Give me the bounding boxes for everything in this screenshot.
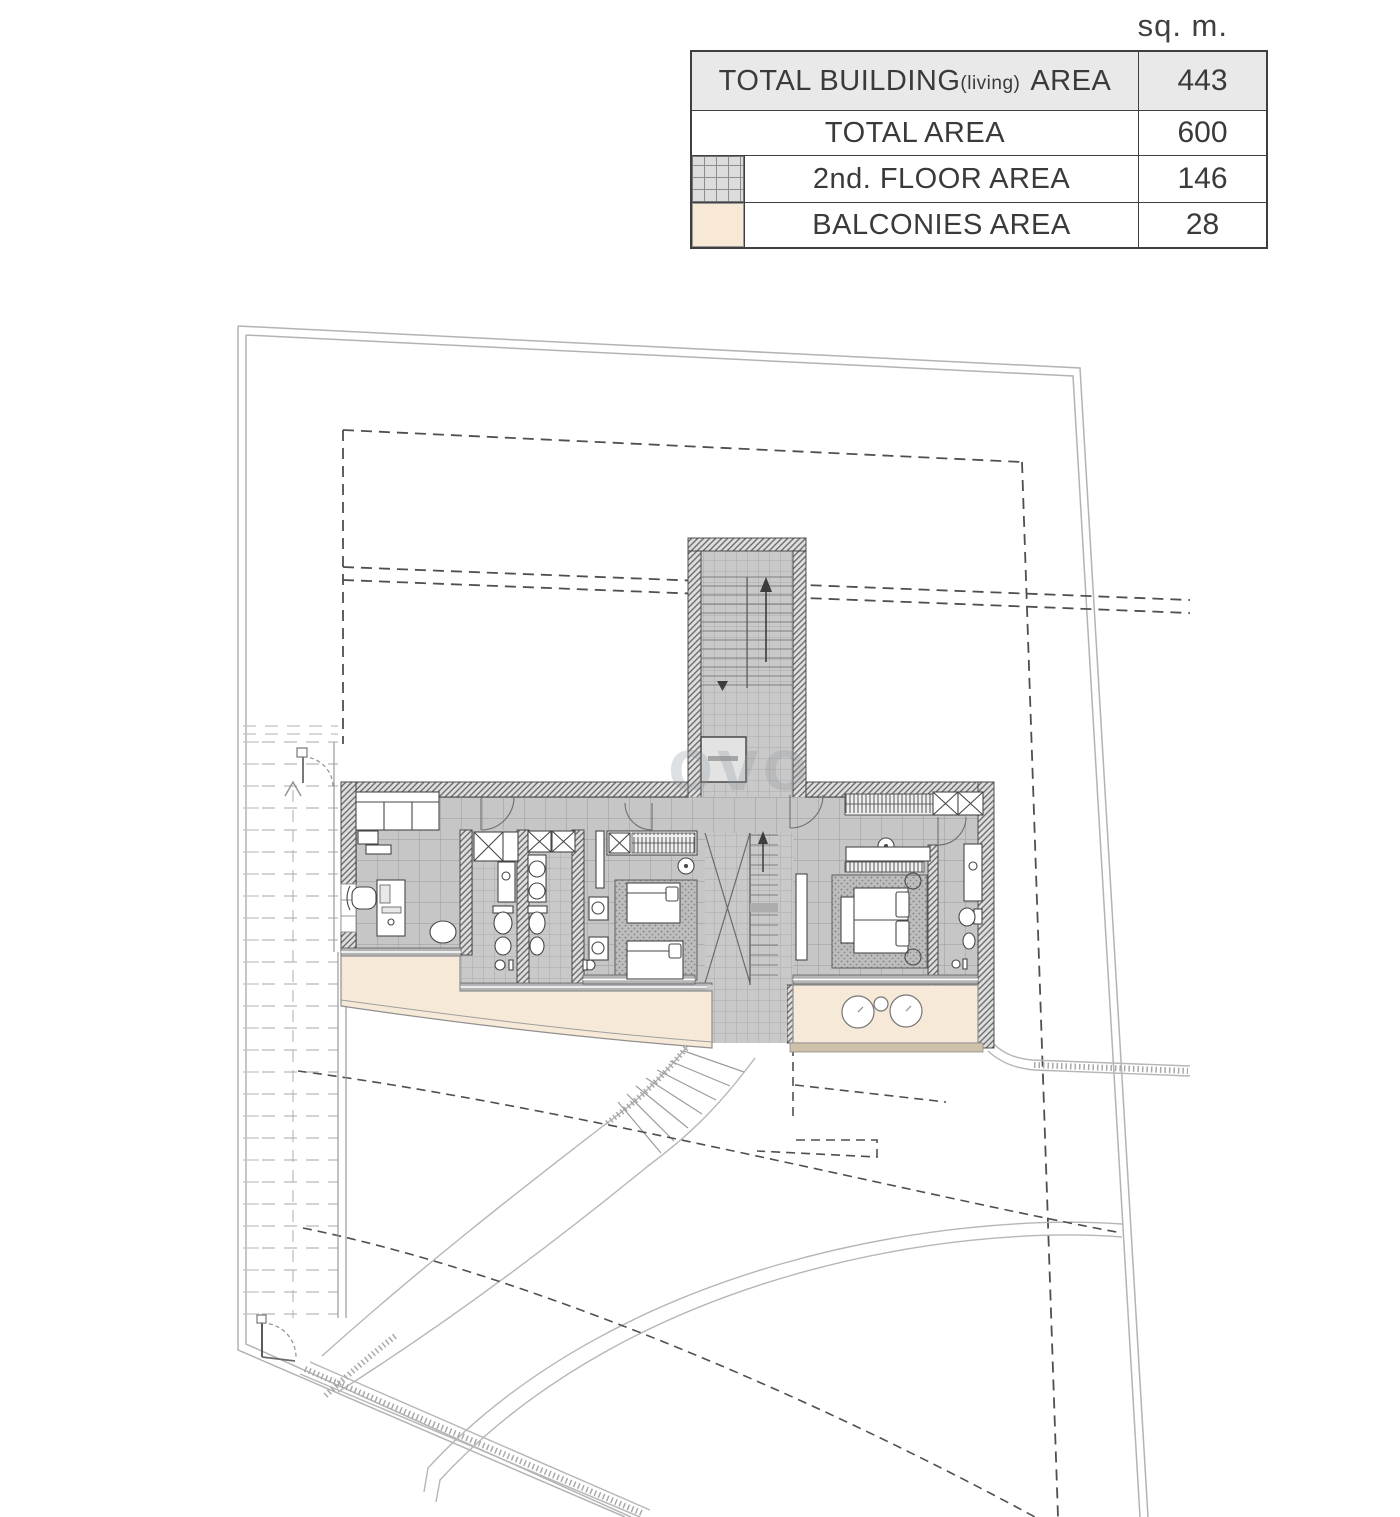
walkway-rail-outer [322, 1043, 690, 1356]
master-toilet [959, 908, 982, 926]
balcony-right-edge-band [790, 1043, 983, 1052]
row-label: TOTAL AREA [824, 116, 1006, 149]
tower-wall-top [688, 538, 806, 551]
row-label: BALCONIES AREA [812, 208, 1071, 241]
nightstand-2 [589, 937, 608, 960]
balcony-dashed-steps [757, 1140, 877, 1157]
label-tail: AREA [1030, 64, 1112, 97]
garden-gate-door [257, 1315, 296, 1361]
row-label [692, 52, 1138, 110]
bath2-bidet [530, 937, 544, 955]
bath1-fixture [495, 960, 513, 970]
wall-bath1-bath2 [517, 830, 529, 990]
master-hanger-row [845, 862, 924, 872]
dressing-strip [596, 831, 604, 888]
bath2-shower [528, 831, 575, 852]
nightstand-1 [589, 897, 608, 920]
master-bed [854, 888, 909, 953]
master-wardrobe [845, 792, 983, 815]
label-sub: (living) [960, 73, 1021, 94]
table-row-total-building [692, 52, 1266, 110]
stair-top-door [297, 748, 333, 787]
walkway-hatch-band-4 [1034, 1065, 1188, 1071]
bedroom1-bed-1 [627, 883, 680, 923]
units-label: sq. m. [1137, 8, 1228, 43]
garden-arc-1 [424, 1222, 1122, 1492]
master-dresser [796, 874, 807, 960]
setback-top-edge [343, 430, 1022, 462]
bath1-vanity [498, 862, 515, 902]
stair-landing [750, 903, 778, 912]
area-table [690, 8, 1268, 249]
stair-top-landing-lines [243, 726, 338, 734]
floor-area-swatch [692, 156, 745, 202]
row-value: 28 [1138, 203, 1266, 247]
stair-treads [262, 742, 338, 1314]
east-walkway-edge-1 [988, 1038, 1190, 1066]
bedroom1-ceiling-fan [678, 858, 694, 874]
balcony-area-swatch [692, 203, 745, 247]
master-vanity [964, 844, 982, 901]
row-label: 2nd. FLOOR AREA [812, 162, 1071, 195]
wall-office-bath [460, 830, 472, 955]
office-pouf [430, 921, 456, 943]
walkway-hatch-band-3 [305, 1369, 644, 1514]
planter-small [874, 997, 888, 1011]
terrain-dashed-upper [298, 1071, 1122, 1233]
stairwell-fine-tiles [705, 833, 793, 985]
bedroom1-wardrobe [607, 831, 697, 855]
master-bench [841, 897, 855, 943]
east-walkway-edge-2 [988, 1051, 1190, 1076]
bath2-fixture [583, 960, 595, 970]
left-terrace-stairs [243, 726, 346, 1361]
wall-bath2-bedroom [572, 830, 584, 990]
row-value: 146 [1138, 156, 1266, 202]
area-table-grid [690, 50, 1268, 249]
master-shelf [846, 847, 930, 861]
bedroom1-bed-2 [627, 941, 683, 979]
bath1-shower [474, 832, 518, 861]
wall-master-bath [928, 845, 938, 985]
table-row-2nd-floor [692, 155, 1266, 202]
row-value: 600 [1138, 111, 1266, 155]
walkway-diagonal-edge-1 [300, 1374, 640, 1517]
master-bidet [963, 933, 975, 949]
balcony-right [793, 985, 978, 1043]
watermark-text: ovo [668, 723, 812, 806]
row-value: 443 [1138, 52, 1266, 110]
bath1-bidet [495, 937, 511, 955]
table-row-balconies [692, 202, 1266, 247]
bath1-toilet [493, 906, 513, 934]
stairwell-exit-floor [707, 985, 787, 1043]
office-desk [377, 880, 405, 936]
label-main: TOTAL BUILDING [718, 64, 961, 97]
table-row-total-area [692, 110, 1266, 155]
walkway-hatch-band-2 [325, 1336, 395, 1396]
walkway-diagonal-edge-2 [310, 1362, 650, 1510]
bath2-counter [528, 855, 546, 902]
setback-right-edge [1022, 462, 1058, 1517]
balcony-dashed-horizontal [795, 1085, 946, 1102]
terrain-dashed-lower [303, 1228, 1035, 1517]
